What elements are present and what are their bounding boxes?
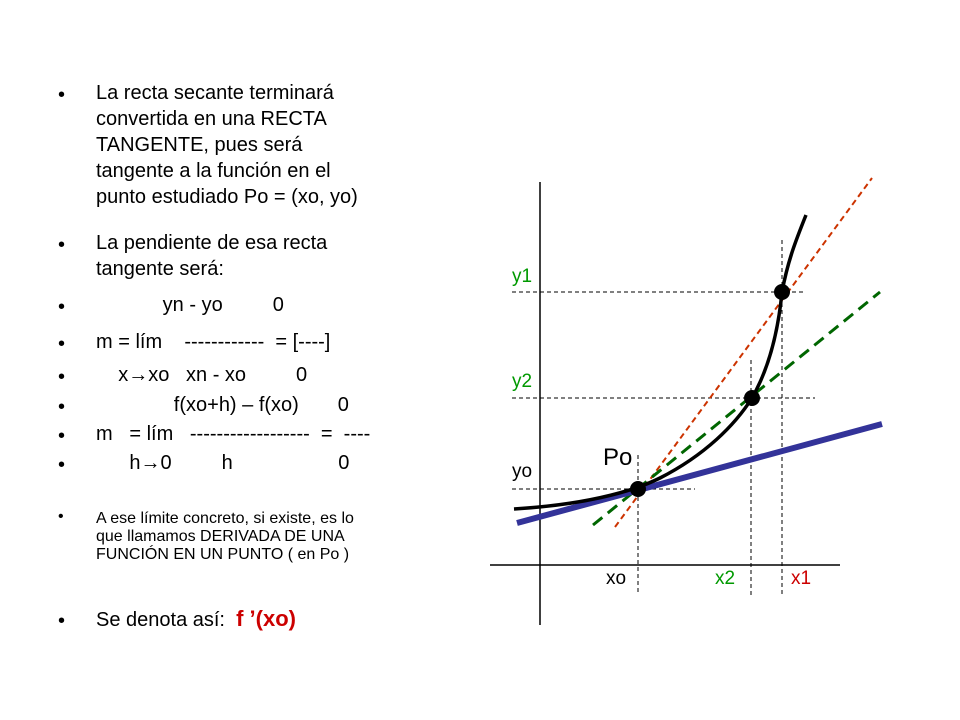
label-xo: xo (606, 568, 627, 589)
formula-numerator-2: f(xo+h) – f(xo) 0 (96, 394, 349, 416)
formula-fraction-2: m = lím ------------------ = ---- (96, 423, 371, 445)
arrow-icon: → (128, 364, 149, 386)
formula-fraction-1: m = lím ------------ = [----] (96, 331, 331, 353)
bullet-dot: • (58, 84, 66, 106)
bullet-dot: • (58, 234, 66, 256)
bullet-dot: • (58, 610, 66, 632)
limit-rest: 0 h 0 (160, 452, 350, 474)
label-y2: y2 (512, 371, 533, 392)
line: TANGENTE, pues será (96, 134, 303, 156)
label-x1: x1 (791, 568, 812, 589)
line: que llamamos DERIVADA DE UNA (96, 528, 345, 545)
limit-var: x (96, 364, 129, 386)
point-x2 (744, 390, 760, 406)
line: FUNCIÓN EN UN PUNTO ( en Po ) (96, 546, 350, 563)
bullet-dot: • (58, 366, 66, 388)
label-yo: yo (512, 461, 533, 482)
bullet-dot: • (58, 425, 66, 447)
line: La pendiente de esa recta (96, 232, 328, 254)
line: tangente será: (96, 258, 224, 280)
notation-label: Se denota así: (96, 609, 225, 631)
bullet-dot: • (58, 296, 66, 318)
line: tangente a la función en el (96, 160, 331, 182)
bullet-dot: • (58, 333, 66, 355)
limit-rest: xo xn - xo 0 (148, 364, 308, 386)
formula-numerator-1: yn - yo 0 (96, 294, 284, 316)
line: La recta secante terminará (96, 82, 334, 104)
point-po (630, 481, 646, 497)
arrow-icon: → (140, 452, 161, 474)
function-curve (514, 215, 806, 509)
bullet-dot: • (58, 508, 64, 525)
bullet-dot: • (58, 396, 66, 418)
line: punto estudiado Po = (xo, yo) (96, 186, 358, 208)
derivative-notation: f ’(xo) (236, 606, 296, 631)
line: convertida en una RECTA (96, 108, 327, 130)
limit-var: h (96, 452, 141, 474)
line: A ese límite concreto, si existe, es lo (96, 510, 354, 527)
label-x2: x2 (715, 568, 736, 589)
label-y1: y1 (512, 266, 533, 287)
bullet-dot: • (58, 454, 66, 476)
label-po: Po (603, 444, 633, 471)
point-x1 (774, 284, 790, 300)
